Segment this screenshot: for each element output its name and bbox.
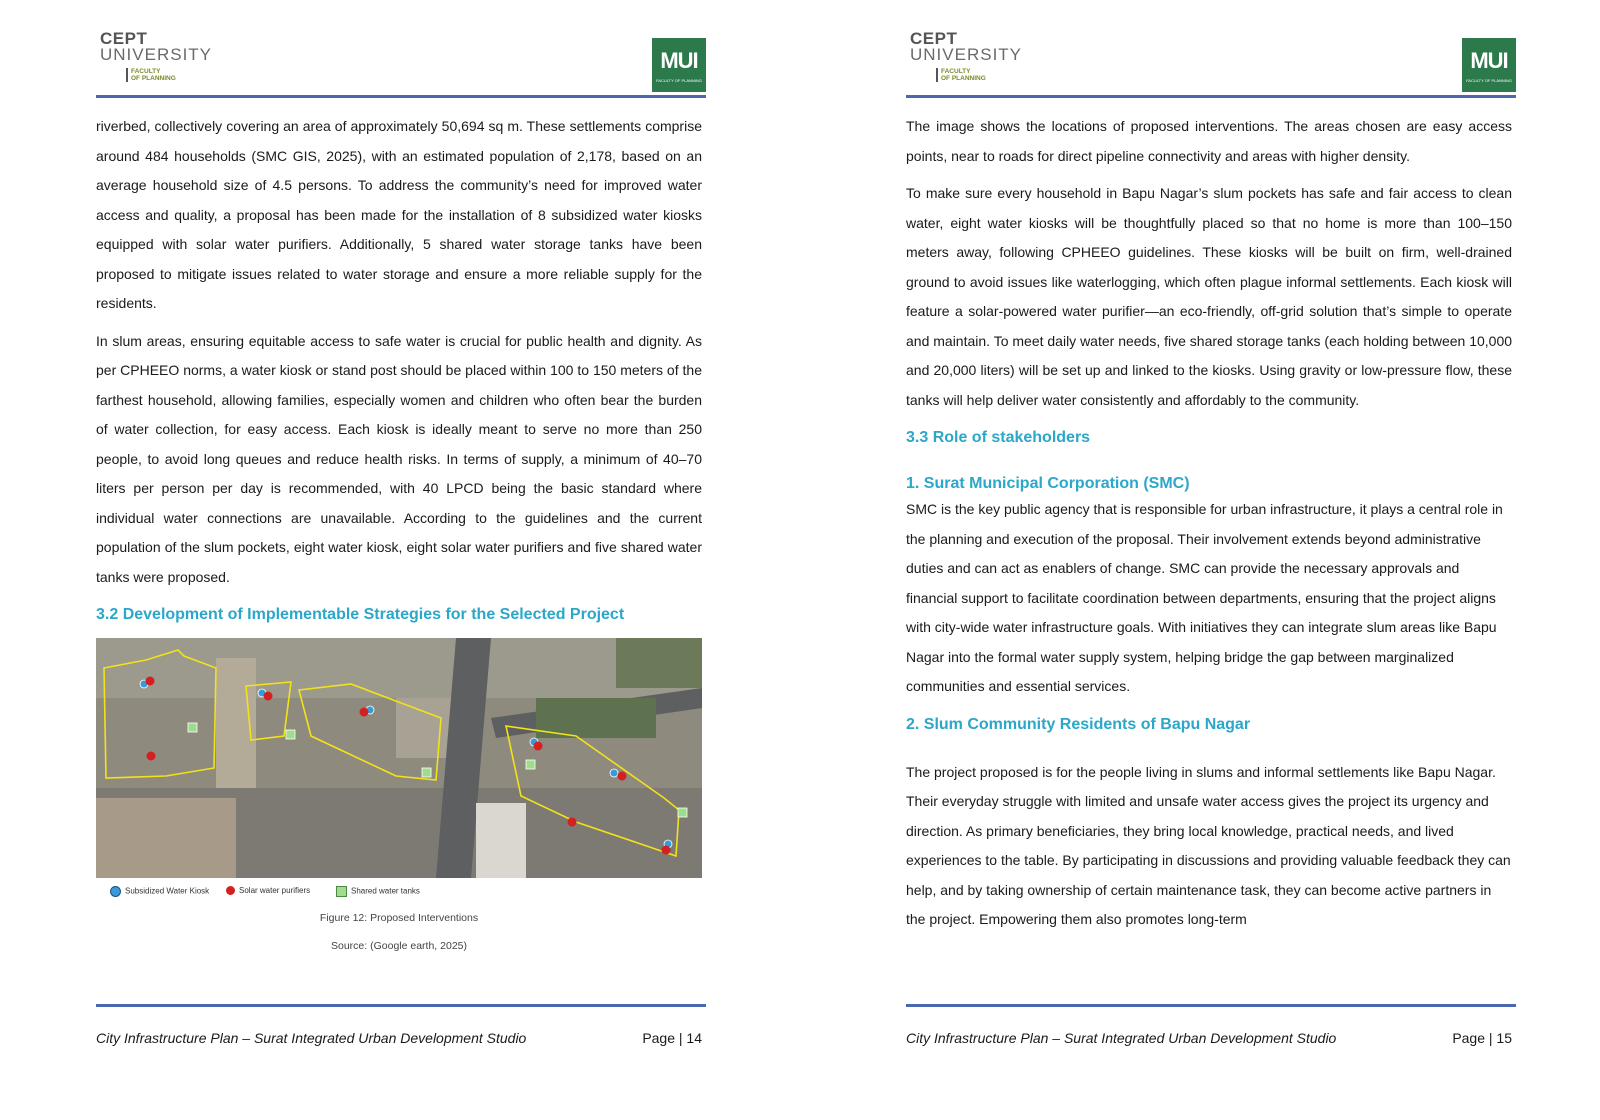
page-15 — [906, 0, 1516, 1120]
footer-page-number: Page | 14 — [642, 1030, 702, 1046]
footer-page-number: Page | 15 — [1452, 1030, 1512, 1046]
purifier-marker — [568, 818, 577, 827]
logo-faculty-line2: OF PLANNING — [131, 75, 176, 82]
mui-logo-text: MUI — [1470, 48, 1508, 73]
purifier-marker — [360, 708, 369, 717]
page-header — [96, 28, 706, 98]
page-content — [906, 112, 1512, 943]
mui-logo-text: MUI — [660, 48, 698, 73]
logo-faculty — [936, 68, 986, 82]
purifier-marker — [264, 692, 273, 701]
footer-document-title: City Infrastructure Plan – Surat Integrated Urban Development Studio — [96, 1030, 527, 1046]
tank-marker — [188, 723, 197, 732]
figure-caption: Figure 12: Proposed Interventions — [319, 912, 479, 924]
paragraph: SMC is the key public agency that is responsible for urban infrastructure, it plays a central role in the planning and execution of the proposal. Their involvement extends beyond administrative duties and can act as enablers of change. SMC can provide the necessary approvals and financial support to facilitate coordination between departments, ensuring that the project aligns with city-wide water infrastructure goals. With initiatives they can integrate slum areas like Bapu Nagar into the formal water supply system, helping bridge the gap between marginalized communities and essential services. — [906, 501, 1503, 694]
header-rule — [96, 95, 706, 98]
legend-kiosk-label: Subsidized Water Kiosk — [125, 886, 210, 896]
tank-marker — [678, 808, 687, 817]
logo-cept: CEPT — [100, 29, 148, 48]
page-content — [96, 112, 702, 960]
paragraph: To make sure every household in Bapu Nagar’s slum pockets has safe and fair access to clean water, eight water kiosks will be thoughtfully placed so that no home is more than 100–150 meters away, following CPHEEO guidelines. These kiosks will be built on firm, well-drained ground to avoid issues like waterlogging, which often plague informal settlements. Each kiosk will feature a solar-powered water purifier—an eco-friendly, off-grid solution that’s simple to operate and maintain. To meet daily water needs, five shared storage tanks (each holding between 10,000 and 20,000 liters) will be set up and linked to the kiosks. Using gravity or low-pressure flow, these tanks will help deliver water consistently and affordably to the community. — [906, 185, 1513, 408]
header-rule — [906, 95, 1516, 98]
purifier-marker — [662, 846, 671, 855]
legend-purifier — [226, 886, 310, 895]
legend-tank — [336, 886, 420, 897]
legend-tank-label: Shared water tanks — [351, 886, 420, 896]
purifier-legend-icon — [226, 886, 235, 895]
mui-logo — [652, 38, 706, 92]
logo-university: UNIVERSITY — [100, 45, 213, 64]
paragraph: riverbed, collectively covering an area of approximately 50,694 sq m. These settlements comprise around 484 households (SMC GIS, 2025), with an estimated population of 2,178, based on an average household size of 4.5 persons. To address the community’s need for improved water access and quality, a proposal has been made for the installation of 8 subsidized water kiosks equipped with solar water purifiers. Additionally, 5 shared water storage tanks have been proposed to mitigate issues related to water storage and ensure a more reliable supply for the residents. — [96, 118, 702, 311]
paragraph: The project proposed is for the people living in slums and informal settlements like Bapu Nagar. Their everyday struggle with limited and unsafe water access gives the project its urgency and direction. As primary beneficiaries, they bring local knowledge, practical needs, and lived experiences to the table. By participating in discussions and providing valuable feedback they can help, and by taking ownership of certain maintenance task, they can become active partners in the project. Empowering them also promotes long-term — [906, 763, 1511, 927]
logo-faculty — [126, 68, 176, 82]
paragraph: In slum areas, ensuring equitable access to safe water is crucial for public health and dignity. As per CPHEEO norms, a water kiosk or stand post should be placed within 100 to 150 meters of the farthest household, allowing families, especially women and children who often bear the burden of water collection, for easy access. Each kiosk is ideally meant to serve no more than 250 people, to avoid long queues and reduce health risks. In terms of supply, a minimum of 40–70 liters per person per day is recommended, with 40 LPCD being the basic standard where individual water connections are unavailable. According to the guidelines and the current population of the slum pockets, eight water kiosk, eight solar water purifiers and five shared water tanks were proposed. — [96, 332, 702, 585]
purifier-marker — [534, 742, 543, 751]
cept-university-logo — [100, 29, 213, 86]
logo-university: UNIVERSITY — [910, 45, 1023, 64]
subheading-slum-residents: 2. Slum Community Residents of Bapu Nagar — [906, 715, 1251, 733]
tank-legend-icon — [336, 886, 347, 897]
page-header — [906, 28, 1516, 98]
satellite-map-figure — [96, 638, 702, 878]
legend-kiosk — [110, 886, 209, 897]
purifier-marker — [147, 752, 156, 761]
page-14 — [96, 0, 706, 1120]
footer-document-title: City Infrastructure Plan – Surat Integrated Urban Development Studio — [906, 1030, 1337, 1046]
satellite-map — [96, 638, 702, 878]
map-legend — [96, 878, 702, 904]
logo-faculty-line1: FACULTY — [941, 68, 971, 75]
footer-rule — [96, 1004, 706, 1007]
purifier-marker — [146, 677, 155, 686]
footer-rule — [906, 1004, 1516, 1007]
kiosk-legend-icon — [110, 886, 121, 897]
figure-source: Source: (Google earth, 2025) — [331, 940, 467, 952]
logo-faculty-line1: FACULTY — [131, 68, 161, 75]
logo-faculty-line2: OF PLANNING — [941, 75, 986, 82]
mui-logo-subtext: FACULTY OF PLANNING — [656, 78, 702, 83]
kiosk-marker — [610, 769, 618, 777]
mui-logo — [1462, 38, 1516, 92]
legend-purifier-label: Solar water purifiers — [239, 886, 311, 895]
subheading-smc: 1. Surat Municipal Corporation (SMC) — [906, 475, 1190, 492]
logo-cept: CEPT — [910, 29, 958, 48]
tank-marker — [422, 768, 431, 777]
tank-marker — [286, 730, 295, 739]
section-heading-3-3: 3.3 Role of stakeholders — [906, 429, 1091, 446]
cept-university-logo — [910, 29, 1023, 86]
purifier-marker — [618, 772, 627, 781]
tank-marker — [526, 760, 535, 769]
paragraph: The image shows the locations of proposed interventions. The areas chosen are easy access points, near to roads for direct pipeline connectivity and areas with higher density. — [906, 118, 1512, 164]
mui-logo-subtext: FACULTY OF PLANNING — [1466, 78, 1512, 83]
section-heading-3-2: 3.2 Development of Implementable Strategies for the Selected Project — [96, 606, 625, 623]
